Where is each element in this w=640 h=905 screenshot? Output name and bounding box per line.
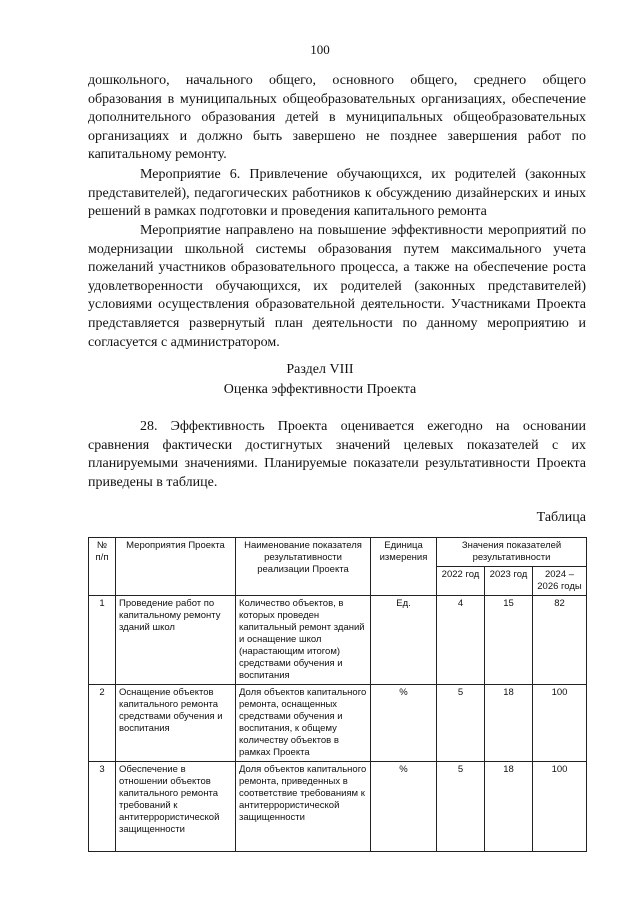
row-unit: % <box>371 685 437 762</box>
row-indicator: Доля объектов капитального ремонта, приведенных в соответствие требованиям к антитеррористической защищенности <box>236 762 371 852</box>
header-values: Значения показателей результативности <box>437 538 587 567</box>
row-unit: Ед. <box>371 596 437 685</box>
row-unit: % <box>371 762 437 852</box>
row-value-2024-2026: 100 <box>533 762 587 852</box>
row-measure: Проведение работ по капитальному ремонту зданий школ <box>116 596 236 685</box>
header-indicator: Наименование показателя результативности реализации Проекта <box>236 538 371 596</box>
section-number: Раздел VIII <box>286 362 354 377</box>
paragraph-measure-6-title: Мероприятие 6. Привлечение обучающихся, их родителей (законных представителей), педагогических работников к обсуждению дизайнерских и иных решений в рамках подготовки и проведения капитального ремонта <box>88 167 586 220</box>
header-measure: Мероприятия Проекта <box>116 538 236 596</box>
paragraph-28: 28. Эффективность Проекта оценивается ежегодно на основании сравнения фактически достигнутых значений целевых показателей с их планируемыми значениями. Планируемые показатели результативности Проекта приведены в таблице. <box>88 419 586 490</box>
section-title: Оценка эффективности Проекта <box>223 382 417 397</box>
row-indicator: Доля объектов капитального ремонта, оснащенных средствами обучения и воспитания, к общему количеству объектов в рамках Проекта <box>236 685 371 762</box>
table-row <box>89 596 587 685</box>
row-measure: Обеспечение в отношении объектов капитального ремонта требований к антитеррористической защищенности <box>116 762 236 852</box>
header-unit: Единица измерения <box>371 538 437 596</box>
indicators-table <box>88 537 587 852</box>
header-year-2023: 2023 год <box>485 567 533 596</box>
table-row <box>89 685 587 762</box>
table-caption: Таблица <box>536 510 586 525</box>
row-value-2022: 4 <box>437 596 485 685</box>
row-value-2024-2026: 82 <box>533 596 587 685</box>
header-year-2024-2026: 2024 – 2026 годы <box>533 567 587 596</box>
row-value-2023: 18 <box>485 685 533 762</box>
header-year-2022: 2022 год <box>437 567 485 596</box>
row-value-2022: 5 <box>437 762 485 852</box>
row-num: 2 <box>89 685 116 762</box>
row-indicator: Количество объектов, в которых проведен капитальный ремонт зданий и оснащение школ (нарастающим итогом) средствами обучения и воспитания <box>236 596 371 685</box>
row-measure: Оснащение объектов капитального ремонта средствами обучения и воспитания <box>116 685 236 762</box>
row-value-2023: 15 <box>485 596 533 685</box>
row-value-2023: 18 <box>485 762 533 852</box>
paragraph-continuation: дошкольного, начального общего, основного общего, среднего общего образования в муниципальных общеобразовательных организациях, обеспечение дополнительного образования детей в муниципальных общеобразовательных организациях и должно быть завершено не позднее завершения работ по капитальному ремонту. <box>88 73 586 163</box>
header-num: № п/п <box>89 538 116 596</box>
row-num: 1 <box>89 596 116 685</box>
row-num: 3 <box>89 762 116 852</box>
row-value-2022: 5 <box>437 685 485 762</box>
paragraph-measure-6-body: Мероприятие направлено на повышение эффективности мероприятий по модернизации школьной системы образования путем максимального учета пожеланий участников образовательного процесса, а также на обеспечение роста удовлетворенности обучающихся, их родителей (законных представителей) условиями осуществления образовательной деятельности. Участниками Проекта представляется развернутый план деятельности по данному мероприятию и согласуется с администратором. <box>88 223 586 350</box>
table-row <box>89 762 587 852</box>
row-value-2024-2026: 100 <box>533 685 587 762</box>
table-header-row <box>89 538 587 567</box>
page-number: 100 <box>310 42 330 57</box>
